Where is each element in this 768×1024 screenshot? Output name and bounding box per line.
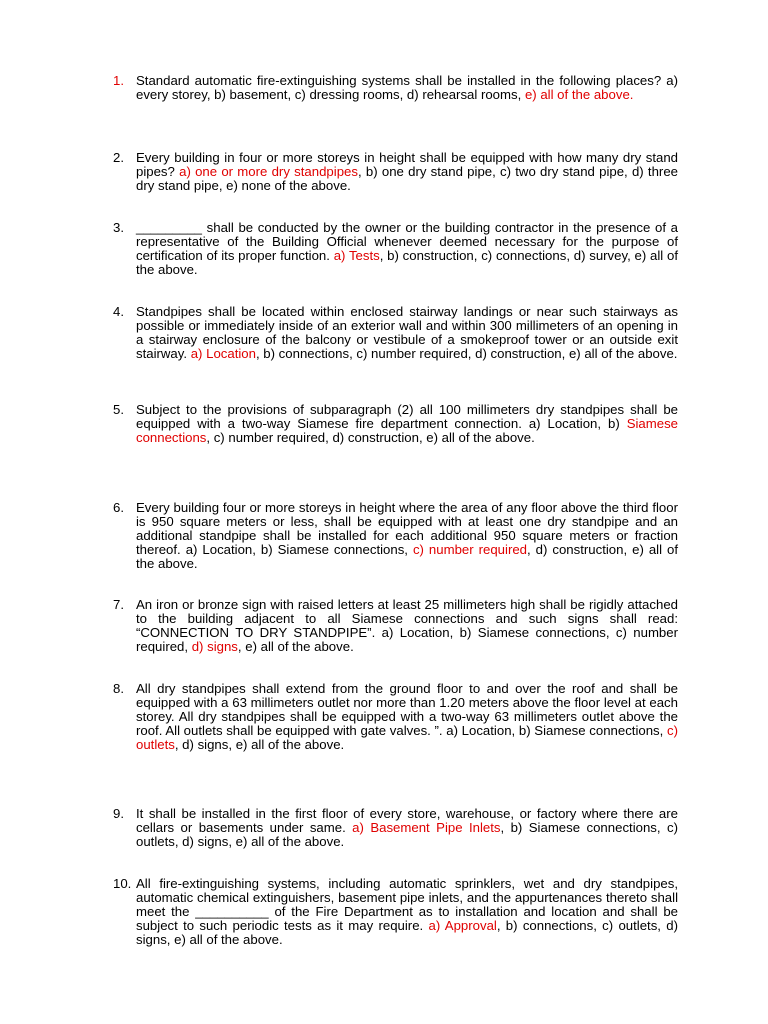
- question-number: 1.: [113, 73, 124, 88]
- question-fragment: , c) number required, d) construction, e) all of the above.: [206, 430, 535, 445]
- question-number: 10.: [113, 876, 132, 891]
- question-1: [113, 74, 678, 102]
- question-text: [136, 877, 678, 947]
- question-number: 4.: [113, 304, 124, 319]
- question-fragment: Standpipes shall be located within enclosed stairway landings or near such stairways as possible or immediately inside of an exterior wall and within 300 millimeters of an opening in a stairway enclosure of the balcony or vestibule of a smokeproof tower or an outside exit stairway.: [136, 304, 678, 361]
- question-fragment: , b) connections, c) number required, d) construction, e) all of the above.: [255, 346, 678, 361]
- question-3: [113, 221, 678, 277]
- answer-highlight: a) Approval: [428, 918, 497, 933]
- question-fragment: , d) signs, e) all of the above.: [174, 737, 345, 752]
- question-number: 7.: [113, 597, 124, 612]
- question-2: [113, 151, 678, 193]
- answer-highlight: e) all of the above.: [524, 87, 634, 102]
- question-number: 5.: [113, 402, 124, 417]
- question-4: [113, 305, 678, 361]
- question-number: 9.: [113, 806, 124, 821]
- question-text: [136, 501, 678, 571]
- question-number: 8.: [113, 681, 124, 696]
- question-text: [136, 598, 678, 654]
- answer-highlight: a) Basement Pipe Inlets: [352, 820, 501, 835]
- question-fragment: All fire-extinguishing systems, including automatic sprinklers, wet and dry standpipes, automatic chemical extinguishers, basement pipe inlets, and the appurtenances thereto shall meet the __________ of the Fire Department as to installation and location and shall be subject to such periodic tests as it may require.: [136, 876, 678, 933]
- question-fragment: Every building four or more storeys in height where the area of any floor above the third floor is 950 square meters or less, shall be equipped with at least one dry standpipe and an additional standpipe shall be installed for each additional 950 square meters or fraction thereof. a) Location, b) Siamese connections,: [136, 500, 678, 557]
- question-fragment: Every building in four or more storeys in height shall be equipped with how many dry stand pipes?: [136, 150, 678, 179]
- question-fragment: An iron or bronze sign with raised letters at least 25 millimeters high shall be rigidly attached to the building adjacent to all Siamese connections and such signs shall read: “CONNECTION TO DRY STANDPIPE”. a) Location, b) Siamese connections, c) number required,: [136, 597, 678, 654]
- question-text: [136, 682, 678, 752]
- question-fragment: , b) one dry stand pipe, c) two dry stand pipe, d) three dry stand pipe, e) none of the above.: [136, 164, 678, 193]
- question-9: [113, 807, 678, 849]
- question-text: [136, 305, 678, 361]
- question-fragment: It shall be installed in the first floor of every store, warehouse, or factory where there are cellars or basements under same.: [136, 806, 678, 835]
- answer-highlight: a) one or more dry standpipes: [179, 164, 358, 179]
- question-8: [113, 682, 678, 752]
- question-number: 3.: [113, 220, 124, 235]
- answer-highlight: c) outlets: [136, 723, 678, 752]
- question-6: [113, 501, 678, 571]
- question-number: 6.: [113, 500, 124, 515]
- question-fragment: Subject to the provisions of subparagraph (2) all 100 millimeters dry standpipes shall be equipped with a two-way Siamese fire department connection. a) Location, b): [136, 402, 678, 431]
- question-10: [113, 877, 678, 947]
- question-text: [136, 151, 678, 193]
- question-7: [113, 598, 678, 654]
- question-fragment: , b) Siamese connections, c) outlets, d) signs, e) all of the above.: [136, 820, 678, 849]
- question-number: 2.: [113, 150, 124, 165]
- answer-highlight: Siamese connections: [136, 416, 678, 445]
- question-fragment: , e) all of the above.: [237, 639, 354, 654]
- answer-highlight: a) Location: [190, 346, 256, 361]
- question-fragment: Standard automatic fire-extinguishing systems shall be installed in the following places? a) every storey, b) basement, c) dressing rooms, d) rehearsal rooms,: [136, 73, 678, 102]
- question-5: [113, 403, 678, 445]
- question-fragment: , b) construction, c) connections, d) survey, e) all of the above.: [136, 248, 678, 277]
- question-fragment: , d) construction, e) all of the above.: [136, 542, 679, 571]
- question-text: [136, 221, 678, 277]
- question-fragment: , b) connections, c) outlets, d) signs, e) all of the above.: [136, 918, 678, 947]
- answer-highlight: c) number required: [412, 542, 528, 557]
- answer-highlight: a) Tests: [333, 248, 380, 263]
- answer-highlight: d) signs: [191, 639, 238, 654]
- question-text: [136, 403, 678, 445]
- question-text: [136, 74, 678, 102]
- question-fragment: _________ shall be conducted by the owner or the building contractor in the presence of a representative of the Building Official whenever deemed necessary for the purpose of certification of its proper function.: [136, 220, 678, 263]
- question-fragment: All dry standpipes shall extend from the ground floor to and over the roof and shall be equipped with a 63 millimeters outlet nor more than 1.20 meters above the floor level at each storey. All dry standpipes shall be equipped with a two-way 63 millimeters outlet above the roof. All outlets shall be equipped with gate valves. ”. a) Location, b) Siamese connections,: [136, 681, 678, 738]
- question-text: [136, 807, 678, 849]
